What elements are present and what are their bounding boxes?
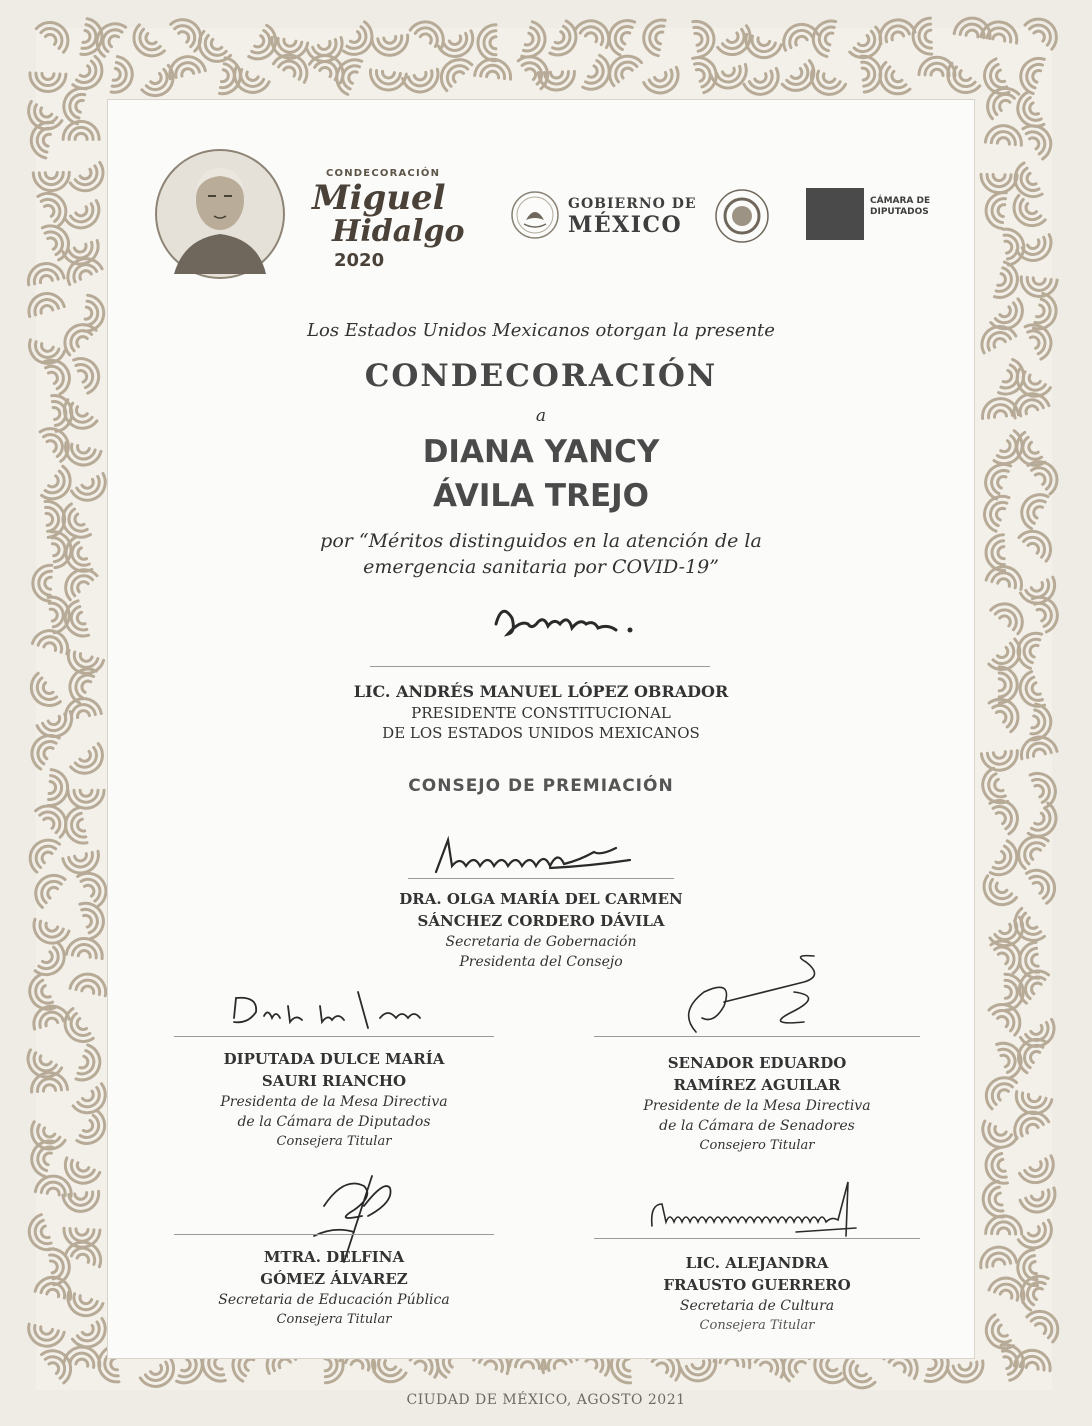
council-heading: CONSEJO DE PREMIACIÓN xyxy=(408,776,674,796)
gobernacion-signature-line xyxy=(408,878,674,879)
medal-logo xyxy=(154,134,465,294)
senadores-role-line2: de la Cámara de Senadores xyxy=(659,1118,855,1134)
gobernacion-role-line2: Presidenta del Consejo xyxy=(459,954,623,970)
educacion-signature-line xyxy=(174,1234,494,1235)
educacion-role-line1: Secretaria de Educación Pública xyxy=(218,1292,450,1308)
mexico-coat-of-arms-icon xyxy=(510,190,560,240)
president-title-line1: PRESIDENTE CONSTITUCIONAL xyxy=(411,704,671,722)
gobernacion-role-line1: Secretaria de Gobernación xyxy=(445,934,637,950)
recipient-name-line2: ÁVILA TREJO xyxy=(432,478,650,514)
gov-line2: MÉXICO xyxy=(568,212,683,238)
medal-label: CONDECORACIÓN xyxy=(326,168,441,179)
senadores-role-line1: Presidente de la Mesa Directiva xyxy=(643,1098,871,1114)
medal-name-line2: Hidalgo xyxy=(332,214,465,249)
medal-name-line1: Miguel xyxy=(312,178,446,218)
gov-line1: GOBIERNO DE xyxy=(568,196,697,212)
president-signature-line xyxy=(370,666,710,667)
senadores-name-line2: RAMÍREZ AGUILAR xyxy=(673,1076,841,1094)
gobernacion-signature xyxy=(430,826,650,886)
president-signature xyxy=(490,594,690,644)
cultura-role-line1: Secretaria de Cultura xyxy=(679,1298,835,1314)
gobernacion-name-line2: SÁNCHEZ CORDERO DÁVILA xyxy=(417,912,665,930)
president-title-line2: DE LOS ESTADOS UNIDOS MEXICANOS xyxy=(382,724,700,742)
cultura-name-line1: LIC. ALEJANDRA xyxy=(685,1254,829,1272)
place-date-footer: CIUDAD DE MÉXICO, AGOSTO 2021 xyxy=(406,1392,686,1408)
hidalgo-portrait-icon xyxy=(154,134,294,289)
cultura-role-line2: Consejera Titular xyxy=(699,1318,815,1333)
diputados-name-line1: DIPUTADA DULCE MARÍA xyxy=(223,1050,445,1068)
diputados-role-line1: Presidenta de la Mesa Directiva xyxy=(220,1094,448,1110)
cultura-signature-line xyxy=(594,1238,920,1239)
diputados-role-line3: Consejera Titular xyxy=(276,1134,392,1149)
diputados-role-line2: de la Cámara de Diputados xyxy=(237,1114,431,1130)
educacion-name-line1: MTRA. DELFINA xyxy=(263,1248,405,1266)
reason-line1: por “Méritos distinguidos en la atención de la xyxy=(320,530,762,552)
senado-seal-icon xyxy=(712,186,772,246)
cultura-signature xyxy=(646,1176,876,1246)
senadores-signature-line xyxy=(594,1036,920,1037)
camara-line2: DIPUTADOS xyxy=(870,207,929,217)
camara-logo xyxy=(806,188,946,244)
diputados-signature xyxy=(228,988,448,1038)
educacion-name-line2: GÓMEZ ÁLVAREZ xyxy=(260,1270,408,1288)
gobernacion-name-line1: DRA. OLGA MARÍA DEL CARMEN xyxy=(399,890,683,908)
camara-line1: CÁMARA DE xyxy=(870,196,931,206)
president-name: LIC. ANDRÉS MANUEL LÓPEZ OBRADOR xyxy=(353,682,729,701)
educacion-role-line2: Consejera Titular xyxy=(276,1312,392,1327)
connector-text: a xyxy=(535,406,547,426)
senadores-signature xyxy=(674,952,854,1042)
intro-text: Los Estados Unidos Mexicanos otorgan la presente xyxy=(307,320,775,341)
reason-line2: emergencia sanitaria por COVID-19” xyxy=(363,556,719,578)
certificate-panel xyxy=(108,100,974,1358)
camara-mark-icon xyxy=(806,188,864,240)
senadores-role-line3: Consejero Titular xyxy=(699,1138,815,1153)
certificate-title: CONDECORACIÓN xyxy=(364,358,718,394)
senadores-name-line1: SENADOR EDUARDO xyxy=(667,1054,847,1072)
gobierno-logo xyxy=(510,186,710,246)
diputados-signature-line xyxy=(174,1036,494,1037)
recipient-name-line1: DIANA YANCY xyxy=(422,434,660,470)
medal-year: 2020 xyxy=(334,250,385,271)
cultura-name-line2: FRAUSTO GUERRERO xyxy=(663,1276,851,1294)
diputados-name-line2: SAURI RIANCHO xyxy=(261,1072,407,1090)
